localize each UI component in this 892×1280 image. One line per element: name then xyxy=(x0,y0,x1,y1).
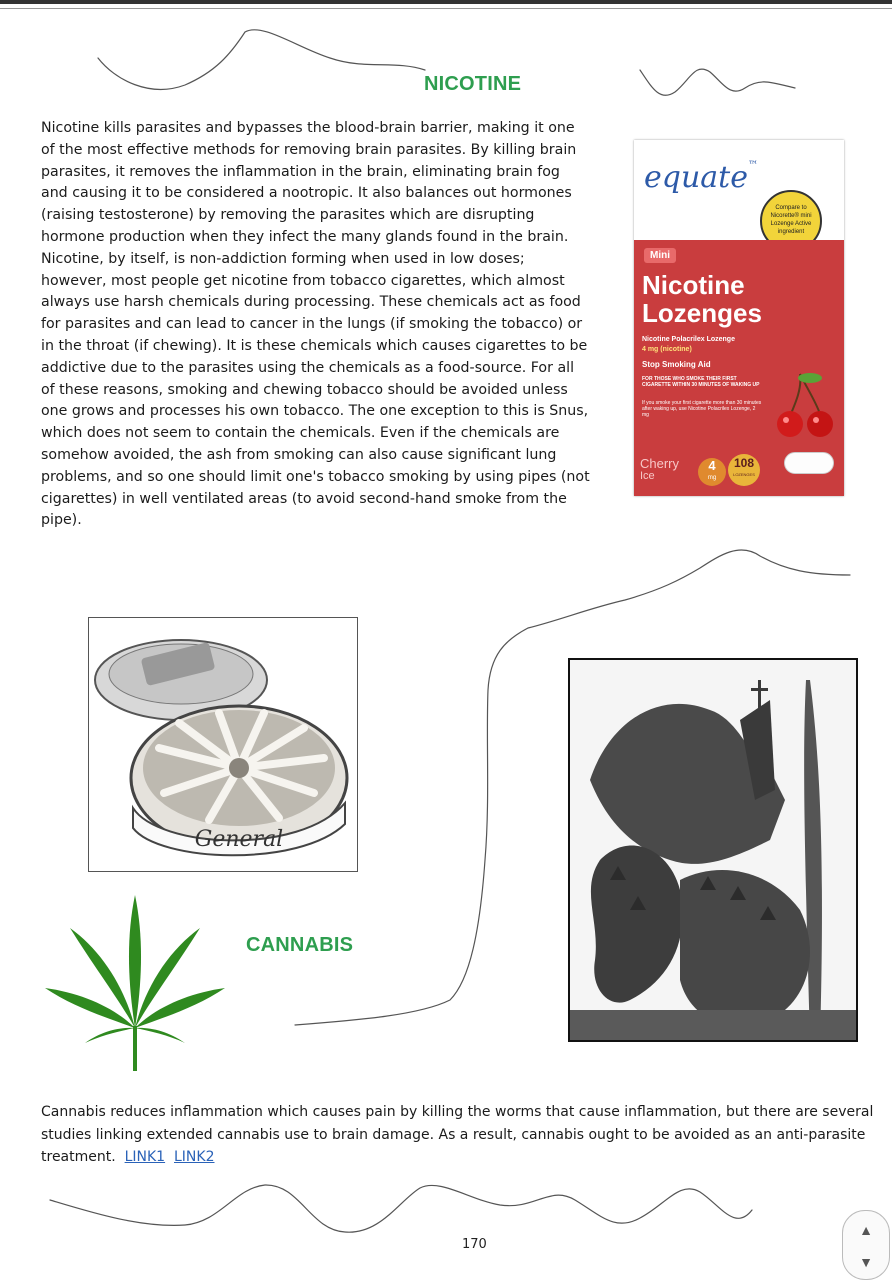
nicotine-paragraph-text: Nicotine kills parasites and bypasses the blood-brain barrier, making it one of the most effective methods for removing brain parasites. By killing brain parasites, it removes the inflammation in the brain, eliminating brain fog and causing it to be considered a nootropic. It also balances out hormones (raising testosterone) by removing the parasites which are disrupting hormone production when they infect the many glands found in the brain. Nicotine, by itself, is non-addiction forming when used in low doses; however, most people get nicotine from tobacco cigarettes, which almost always use harsh chemicals during processing. These chemicals act as food for parasites and can lead to cancer in the lungs (if smoking the tobacco) or in the throat (if chewing). It is these chemicals which causes cigarettes to be addictive due to the parasites using the chemicals as a food-source. For all of these reasons, smoking and chewing tobacco should be avoided unless one grows and processes his own tobacco. The one exception to this is Snus, which does not seem to contain the chemicals. Even if the chemicals are somehow avoided, the ash from smoking can also cause significant lung problems, and so one should limit one's tobacco smoking by using pipes (not cigarettes) in well ventilated areas (to avoid second-hand smoke from the pipe). xyxy=(41,120,590,529)
product-if-smoke: If you smoke your first cigarette more than 30 minutes after waking up, use Nicotine Polacrilex Lozenge, 2 mg xyxy=(642,400,762,418)
flavor-line1: Cherry xyxy=(640,456,680,471)
mg-badge xyxy=(698,458,726,486)
flavor-line2: Ice xyxy=(640,470,655,482)
snus-tin-drawing xyxy=(89,618,357,871)
mini-tag: Mini xyxy=(644,248,676,263)
cherry-icon xyxy=(774,368,838,442)
equate-trademark: ™ xyxy=(747,160,758,171)
cannabis-paragraph xyxy=(41,1101,886,1169)
dragon-statue-image xyxy=(568,658,858,1042)
equate-brand-text: equate xyxy=(644,160,748,195)
product-name-line1: Nicotine xyxy=(642,270,745,300)
count-value: 108 xyxy=(733,456,755,470)
cannabis-heading: CANNABIS xyxy=(246,934,354,956)
product-for-those: FOR THOSE WHO SMOKE THEIR FIRST CIGARETTE WITHIN 30 MINUTES OF WAKING UP xyxy=(642,376,760,388)
scroll-control[interactable] xyxy=(842,1210,890,1280)
count-badge xyxy=(728,454,760,486)
compare-badge: Compare to Nicorette® mini Lozenge Active ingredient xyxy=(760,190,822,252)
product-subtitle: Nicotine Polacrilex Lozenge xyxy=(642,336,735,343)
cannabis-paragraph-block xyxy=(41,1101,886,1169)
cannabis-paragraph-text: Cannabis reduces inflammation which causes pain by killing the worms that cause inflammation, but there are several studies linking extended cannabis use to brain damage. As a result, cannabis ought to be avoided as an anti-parasite treatment. xyxy=(41,1104,874,1165)
snus-tin-image xyxy=(88,617,358,872)
page-number: 170 xyxy=(462,1237,487,1252)
mg-value: 4 xyxy=(708,458,716,473)
mg-unit: mg xyxy=(707,475,717,481)
product-name-line2: Lozenges xyxy=(642,298,762,328)
link-2[interactable]: LINK2 xyxy=(174,1149,215,1165)
statue-drawing xyxy=(570,660,856,1040)
red-panel xyxy=(634,240,844,496)
nicotine-heading: NICOTINE xyxy=(424,73,522,95)
product-strength: 4 mg (nicotine) xyxy=(642,346,692,353)
snus-tin-text: General xyxy=(194,827,284,852)
link-1[interactable]: LINK1 xyxy=(124,1149,166,1165)
product-aid: Stop Smoking Aid xyxy=(642,360,711,369)
top-rule xyxy=(0,8,892,9)
equate-lozenge-box-image xyxy=(634,140,844,496)
lozenge-pill xyxy=(784,452,834,474)
count-unit: LOZENGES xyxy=(733,472,755,477)
nicotine-paragraph xyxy=(41,118,591,532)
equate-logo xyxy=(644,160,758,195)
top-border xyxy=(0,0,892,4)
scroll-up-icon[interactable]: ▲ xyxy=(859,1222,873,1238)
scroll-down-icon[interactable]: ▼ xyxy=(859,1254,873,1270)
cannabis-leaf-icon xyxy=(40,893,230,1073)
